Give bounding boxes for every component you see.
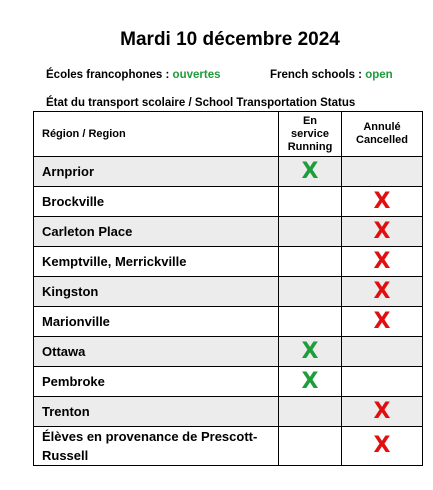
cancelled-cell — [342, 247, 423, 277]
page-title: Mardi 10 décembre 2024 — [120, 29, 340, 50]
region-name: Kemptville, Merrickville — [34, 247, 279, 277]
cancelled-cell — [342, 187, 423, 217]
french-schools-status-fr — [46, 68, 220, 82]
running-cell — [279, 367, 342, 397]
transport-status-table — [33, 111, 423, 466]
running-cell — [279, 337, 342, 367]
table-subtitle: État du transport scolaire / School Transportation Status — [46, 97, 356, 109]
header-running — [279, 112, 342, 157]
fr-status-label: Écoles francophones : — [46, 69, 170, 81]
cancelled-cell — [342, 277, 423, 307]
running-cell — [279, 187, 342, 217]
region-name: Trenton — [34, 397, 279, 427]
running-cell — [279, 217, 342, 247]
en-status-label: French schools : — [270, 69, 363, 81]
table-row — [34, 427, 423, 466]
running-x-icon: X — [301, 368, 319, 394]
table-row — [34, 277, 423, 307]
region-name: Arnprior — [34, 157, 279, 187]
table-row — [34, 217, 423, 247]
header-cancelled-line-2: Cancelled — [356, 134, 408, 146]
running-cell — [279, 397, 342, 427]
running-x-icon: X — [301, 338, 319, 364]
running-cell — [279, 307, 342, 337]
region-name: Pembroke — [34, 367, 279, 397]
running-cell — [279, 157, 342, 187]
cancelled-x-icon: X — [373, 218, 391, 244]
running-x-icon: X — [301, 158, 319, 184]
cancelled-cell — [342, 427, 423, 466]
cancelled-x-icon: X — [373, 188, 391, 214]
header-running-line-2: service — [291, 127, 329, 140]
running-cell — [279, 427, 342, 466]
table-row — [34, 397, 423, 427]
region-name: Kingston — [34, 277, 279, 307]
header-cancelled-line-1: Annulé — [363, 121, 401, 133]
table-body — [34, 157, 423, 466]
cancelled-x-icon: X — [373, 278, 391, 304]
en-status-value: open — [365, 69, 393, 81]
table-row — [34, 367, 423, 397]
header-running-line-1: En — [302, 114, 318, 127]
cancelled-cell — [342, 337, 423, 367]
cancelled-cell — [342, 367, 423, 397]
french-schools-status-en — [270, 68, 393, 82]
cancelled-x-icon: X — [373, 433, 391, 458]
region-name: Ottawa — [34, 337, 279, 367]
table-row — [34, 307, 423, 337]
running-cell — [279, 277, 342, 307]
table-header-row — [34, 112, 423, 157]
cancelled-cell — [342, 397, 423, 427]
cancelled-cell — [342, 157, 423, 187]
cancelled-x-icon: X — [373, 398, 391, 424]
cancelled-x-icon: X — [373, 248, 391, 274]
school-status-line — [46, 68, 393, 82]
cancelled-cell — [342, 307, 423, 337]
region-name: Élèves en provenance de Prescott-Russell — [34, 427, 279, 466]
header-running-line-3: Running — [287, 140, 333, 153]
region-name: Brockville — [34, 187, 279, 217]
header-region: Région / Region — [34, 112, 279, 157]
fr-status-value: ouvertes — [172, 69, 221, 81]
header-cancelled — [342, 112, 423, 157]
table-row — [34, 247, 423, 277]
table-row — [34, 337, 423, 367]
cancelled-x-icon: X — [373, 308, 391, 334]
table-row — [34, 157, 423, 187]
region-name: Marionville — [34, 307, 279, 337]
table-row — [34, 187, 423, 217]
cancelled-cell — [342, 217, 423, 247]
region-name: Carleton Place — [34, 217, 279, 247]
running-cell — [279, 247, 342, 277]
